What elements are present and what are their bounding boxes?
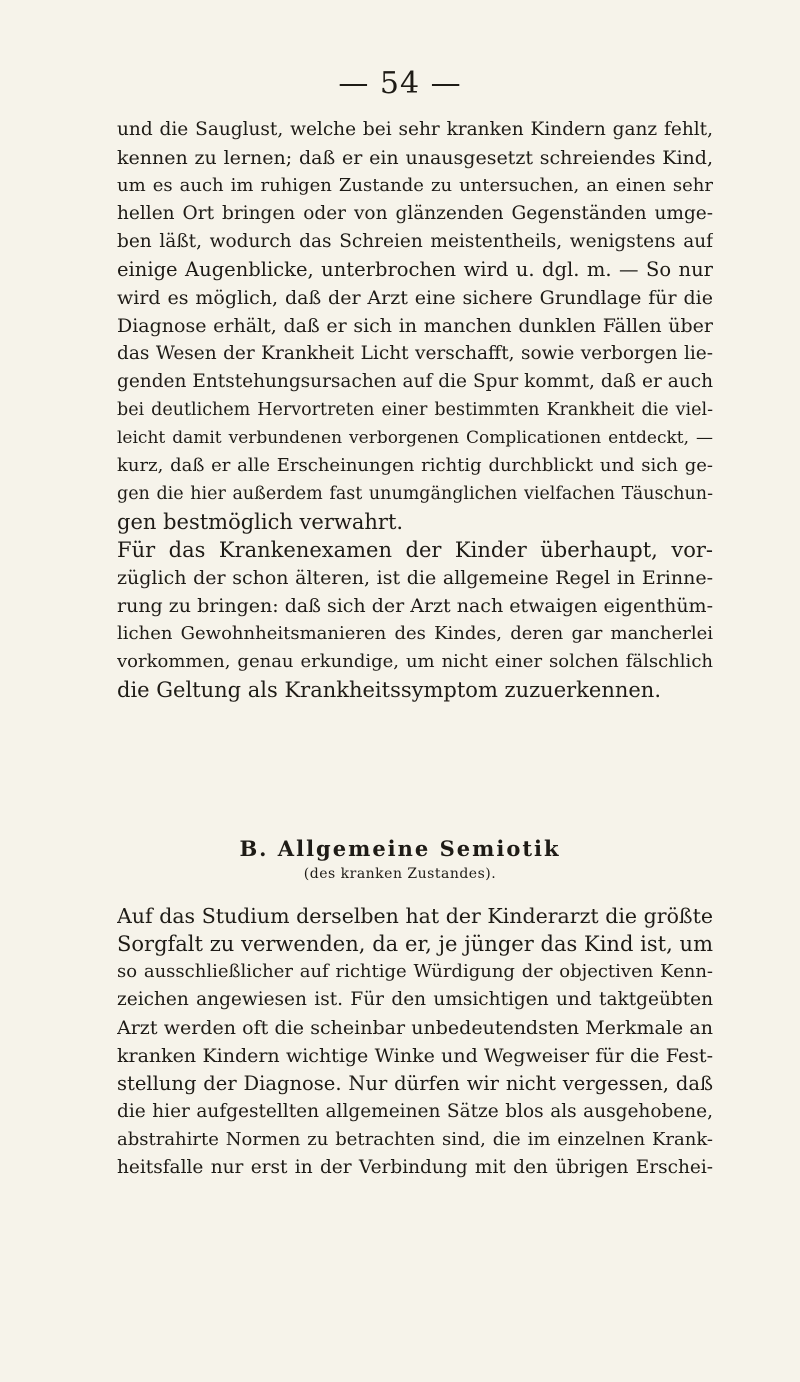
text-line: gen bestmöglich verwahrt. xyxy=(117,510,404,534)
text-line: die Geltung als Krankheitssymptom zuzuerkennen. xyxy=(117,678,662,702)
text-block-bottom xyxy=(117,902,713,1182)
page-number: — 54 — xyxy=(338,66,462,101)
text-line: hellen Ort bringen oder von glänzenden Gegenständen umge- xyxy=(117,203,713,224)
text-line: einige Augenblicke, unterbrochen wird u. dgl. m. — So nur xyxy=(117,258,713,281)
text-line: das Wesen der Krankheit Licht verschafft, sowie verborgen lie- xyxy=(117,343,713,364)
section-subheading: (des kranken Zustandes). xyxy=(303,866,497,882)
text-line: die hier aufgestellten allgemeinen Sätze blos als ausgehobene, xyxy=(117,1101,713,1122)
text-line: abstrahirte Normen zu betrachten sind, die im einzelnen Krank- xyxy=(117,1129,713,1150)
text-line: rung zu bringen: daß sich der Arzt nach etwaigen eigenthüm- xyxy=(117,595,713,617)
text-line: genden Entstehungsursachen auf die Spur kommt, daß er auch xyxy=(117,371,713,392)
text-line: Sorgfalt zu verwenden, da er, je jünger das Kind ist, um xyxy=(117,932,713,956)
section-heading: B. Allgemeine Semiotik xyxy=(239,836,561,861)
text-line: bei deutlichem Hervortreten einer bestimmten Krankheit die viel- xyxy=(117,400,713,420)
text-line: Auf das Studium derselben hat der Kinderarzt die größte xyxy=(117,904,713,928)
text-line: und die Sauglust, welche bei sehr kranken Kindern ganz fehlt, xyxy=(117,119,713,140)
text-line: Arzt werden oft die scheinbar unbedeutendsten Merkmale an xyxy=(117,1017,713,1039)
text-block-top xyxy=(117,116,713,704)
text-line: kurz, daß er alle Erscheinungen richtig durchblickt und sich ge- xyxy=(117,455,713,476)
text-line: so ausschließlicher auf richtige Würdigung der objectiven Kenn- xyxy=(117,961,713,982)
text-line: ben läßt, wodurch das Schreien meistentheils, wenigstens auf xyxy=(117,231,713,252)
text-line: um es auch im ruhigen Zustande zu untersuchen, an einen sehr xyxy=(117,175,713,196)
text-line: stellung der Diagnose. Nur dürfen wir nicht vergessen, daß xyxy=(117,1072,713,1095)
text-line: leicht damit verbundenen verborgenen Complicationen entdeckt, — xyxy=(117,428,713,448)
text-line: lichen Gewohnheitsmanieren des Kindes, deren gar mancherlei xyxy=(117,623,713,644)
text-line: kennen zu lernen; daß er ein unausgesetzt schreiendes Kind, xyxy=(117,147,713,169)
text-line: vorkommen, genau erkundige, um nicht einer solchen fälschlich xyxy=(117,651,713,672)
text-line: Für das Krankenexamen der Kinder überhaupt, vor- xyxy=(117,538,713,562)
text-line: wird es möglich, daß der Arzt eine sichere Grundlage für die xyxy=(117,287,713,309)
text-line: gen die hier außerdem fast unumgänglichen vielfachen Täuschun- xyxy=(117,484,713,504)
text-line: züglich der schon älteren, ist die allgemeine Regel in Erinne- xyxy=(117,567,713,589)
text-line: zeichen angewiesen ist. Für den umsichtigen und taktgeübten xyxy=(117,989,713,1010)
text-line: heitsfalle nur erst in der Verbindung mit den übrigen Erschei- xyxy=(117,1157,713,1178)
text-line: Diagnose erhält, daß er sich in manchen dunklen Fällen über xyxy=(117,315,713,337)
text-line: kranken Kindern wichtige Winke und Wegweiser für die Fest- xyxy=(117,1045,713,1067)
